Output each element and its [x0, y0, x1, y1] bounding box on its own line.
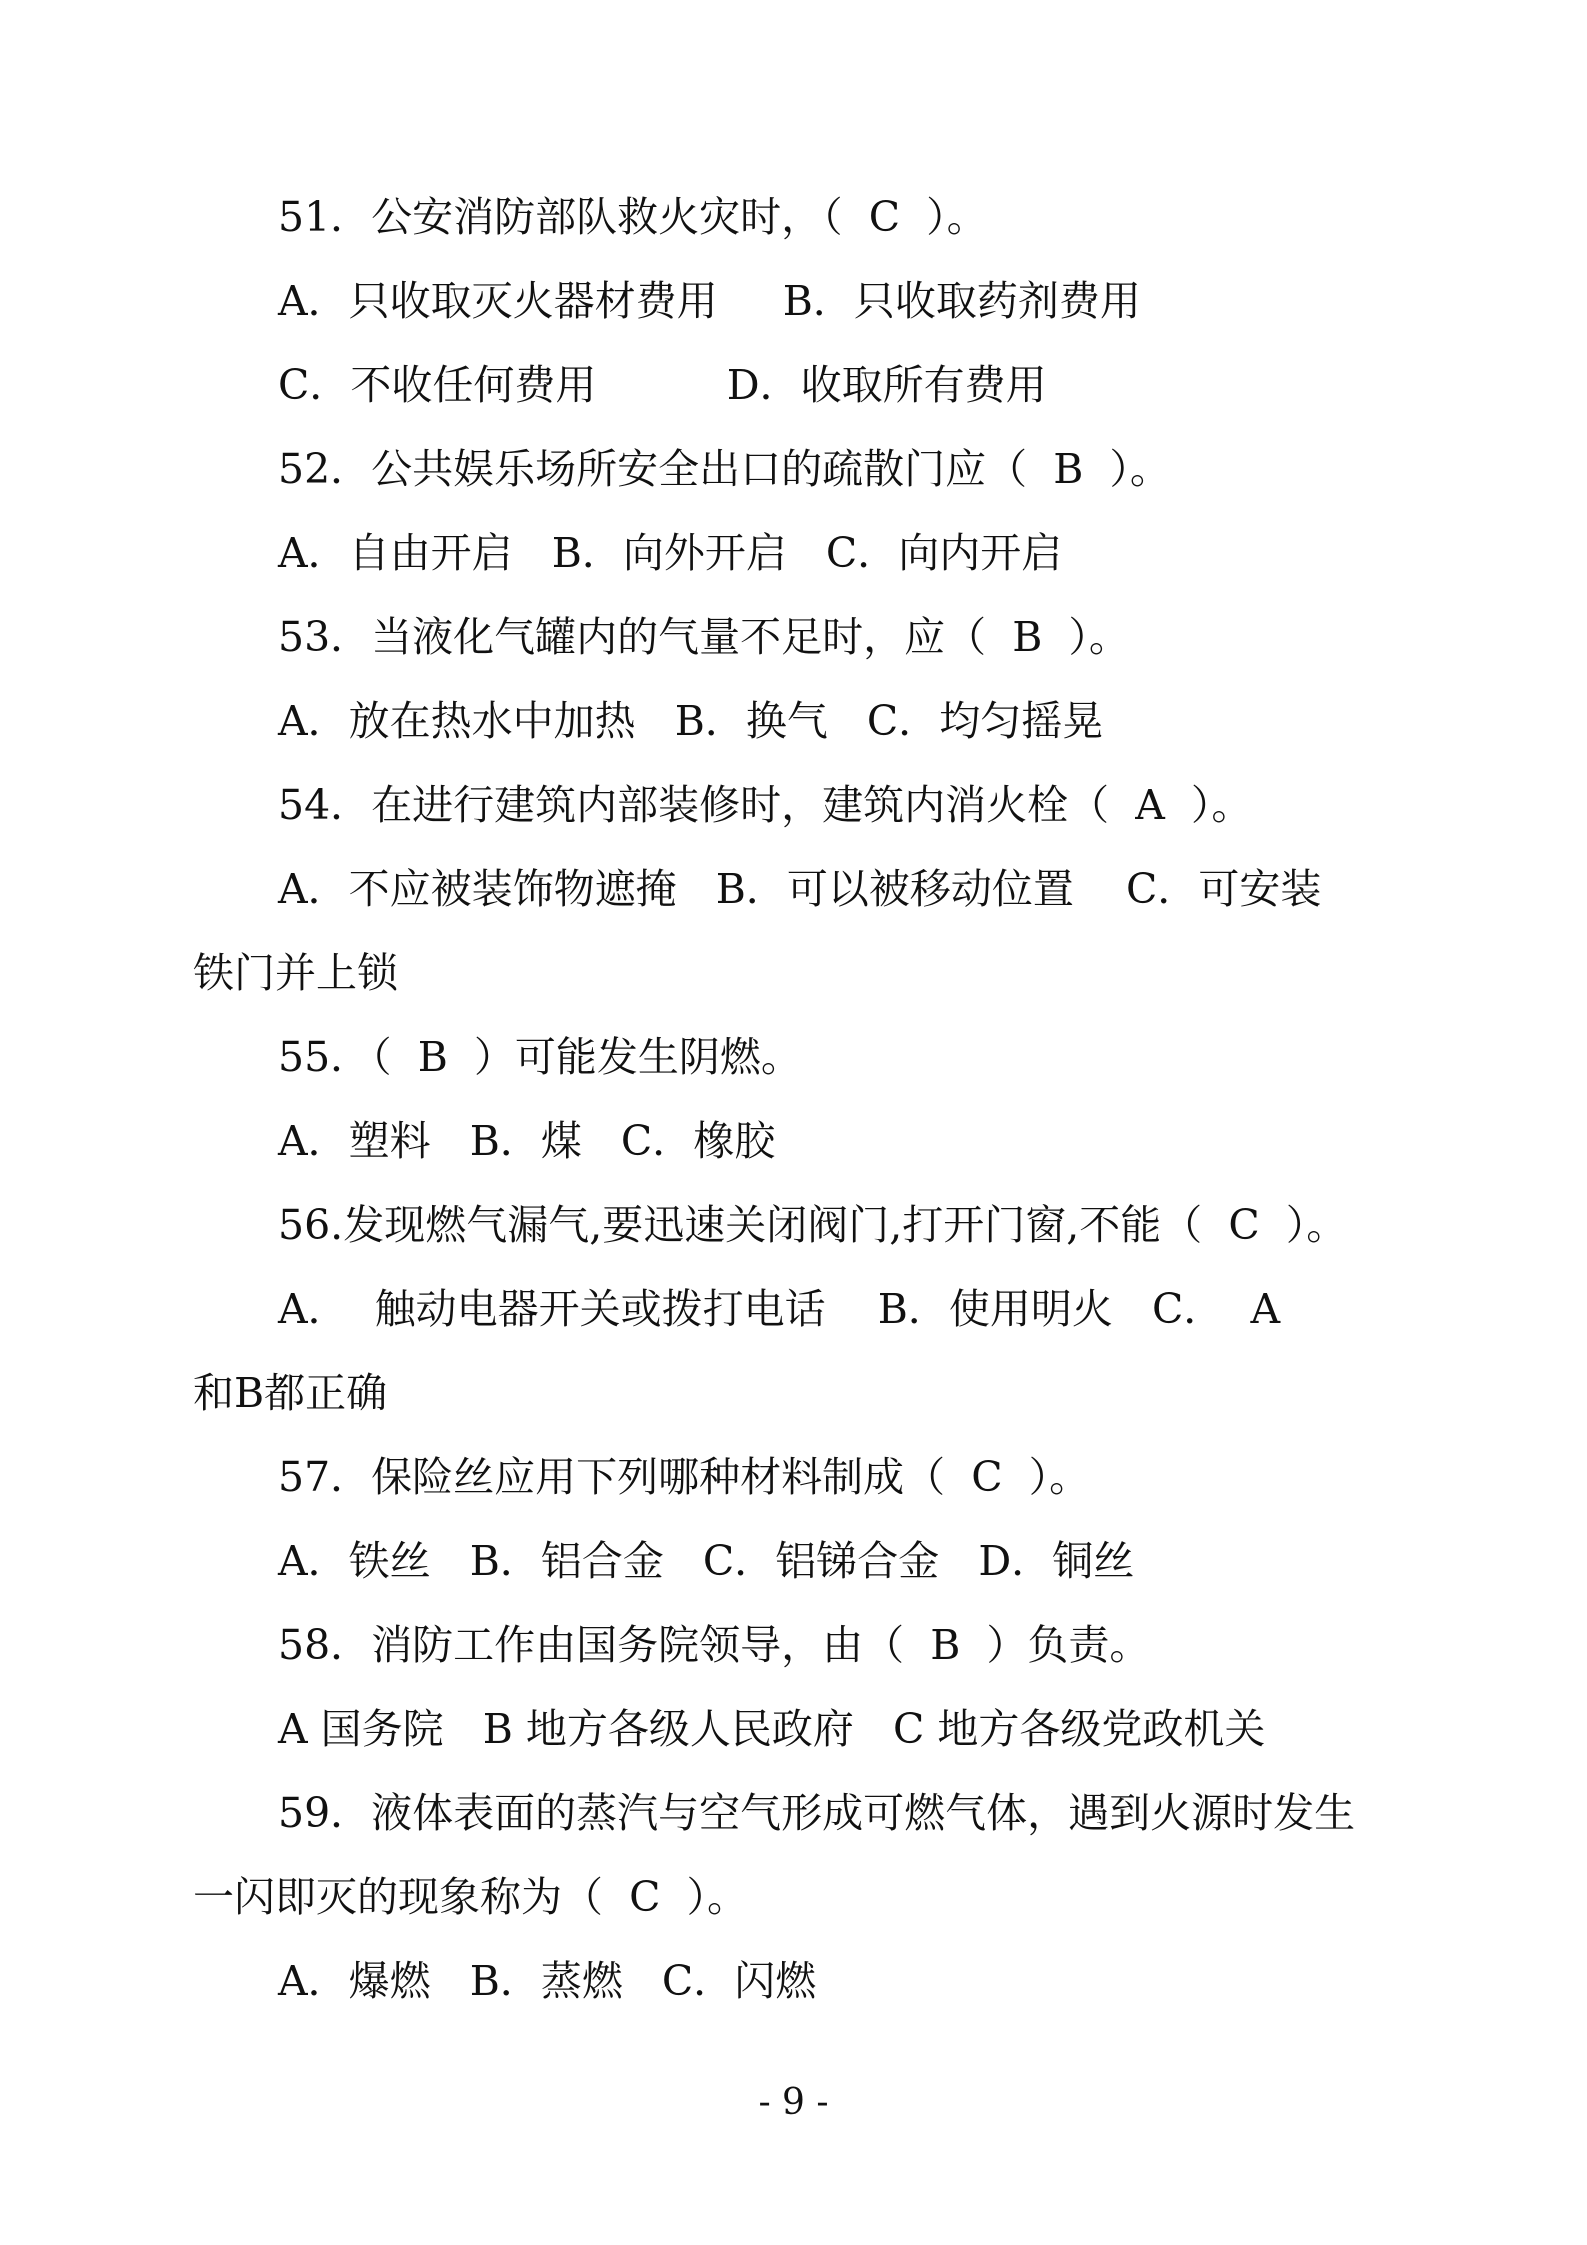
question-59: 59．液体表面的蒸汽与空气形成可燃气体，遇到火源时发生: [278, 1789, 1356, 1837]
question-58: 58．消防工作由国务院领导，由（ B ）负责。: [278, 1621, 1151, 1669]
question-54-options-continued: 铁门并上锁: [193, 949, 398, 997]
question-52-options: A．自由开启 B．向外开启 C．向内开启: [278, 529, 1063, 577]
question-51-options-1: A．只收取灭火器材费用 B．只收取药剂费用: [278, 277, 1141, 325]
question-54: 54．在进行建筑内部装修时，建筑内消火栓（ A ）。: [278, 781, 1253, 829]
question-58-options: A 国务院 B 地方各级人民政府 C 地方各级党政机关: [278, 1705, 1266, 1753]
question-53-options: A．放在热水中加热 B．换气 C．均匀摇晃: [278, 697, 1104, 745]
question-54-options: A．不应被装饰物遮掩 B．可以被移动位置 C．可安装: [278, 865, 1322, 913]
question-52: 52．公共娱乐场所安全出口的疏散门应（ B ）。: [278, 445, 1171, 493]
question-53: 53．当液化气罐内的气量不足时，应（ B ）。: [278, 613, 1130, 661]
question-51: 51．公安消防部队救火灾时，（ C ）。: [278, 193, 988, 241]
question-57-options: A．铁丝 B．铝合金 C．铝锑合金 D．铜丝: [278, 1537, 1135, 1585]
question-57: 57．保险丝应用下列哪种材料制成（ C ）。: [278, 1453, 1091, 1501]
question-59-options: A．爆燃 B．蒸燃 C．闪燃: [278, 1957, 817, 2005]
question-55: 55．（ B ）可能发生阴燃。: [278, 1033, 802, 1081]
question-55-options: A．塑料 B．煤 C．橡胶: [278, 1117, 776, 1165]
question-56: 56.发现燃气漏气,要迅速关闭阀门,打开门窗,不能（ C ）。: [278, 1201, 1348, 1249]
question-56-options-continued: 和B都正确: [193, 1369, 388, 1417]
question-59-continued: 一闪即灭的现象称为（ C ）。: [193, 1873, 749, 1921]
page-number: - 9 -: [758, 2082, 829, 2123]
question-51-options-2: C．不收任何费用 D．收取所有费用: [278, 361, 1047, 409]
question-56-options: A． 触动电器开关或拨打电话 B．使用明火 C． A: [278, 1285, 1281, 1333]
